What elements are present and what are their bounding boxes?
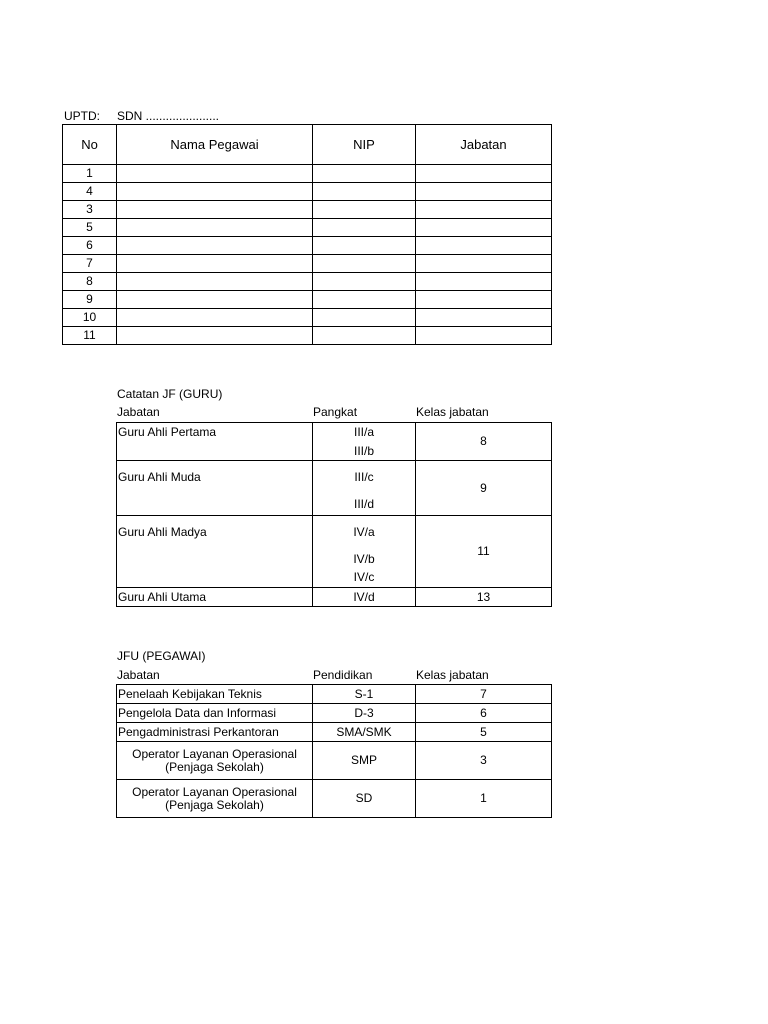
pangkat-value: IV/b [353,552,375,566]
employee-table-header [63,125,552,165]
pangkat-value: IV/a [353,525,375,539]
column-header-jabatan: Jabatan [416,125,552,165]
nama-cell [117,237,313,255]
jabatan-line: Operator Layanan Operasional [132,784,297,799]
jabatan-cell [416,201,552,219]
nama-cell [117,183,313,201]
pangkat-value: IV/d [353,589,375,604]
row-number: 5 [63,219,117,237]
jfu-jabatan-cell: Pengadministrasi Perkantoran [117,723,313,742]
jf-pangkat-cell [313,516,416,588]
jfu-jabatan-cell: Penelaah Kebijakan Teknis [117,685,313,704]
row-number: 3 [63,201,117,219]
jfu-jabatan-cell: Pengelola Data dan Informasi [117,704,313,723]
jfu-pendidikan-cell: SMP [313,742,416,780]
nama-cell [117,219,313,237]
pangkat-value: III/c [354,470,374,484]
jf-header-kelas: Kelas jabatan [416,405,489,419]
row-number: 7 [63,255,117,273]
jabatan-cell [416,183,552,201]
jfu-kelas-cell: 5 [416,723,552,742]
nip-cell [313,309,416,327]
table-row [117,723,552,742]
pangkat-value: III/b [353,444,374,458]
jfu-jabatan-cell [117,742,313,780]
jabatan-cell [416,309,552,327]
jfu-header-jabatan: Jabatan [117,668,160,682]
nama-cell [117,165,313,183]
table-row [63,309,552,327]
uptd-label: UPTD: [64,109,100,123]
jabatan-cell [416,219,552,237]
table-row [117,516,552,588]
jfu-pendidikan-cell: SMA/SMK [313,723,416,742]
employee-table [62,124,552,345]
pangkat-value: III/a [353,425,374,439]
jabatan-cell [416,291,552,309]
jf-jabatan-cell: Guru Ahli Muda [117,461,313,516]
table-row [117,423,552,461]
row-number: 1 [63,165,117,183]
table-row [117,780,552,818]
row-number: 8 [63,273,117,291]
jf-table [116,422,552,607]
nama-cell [117,291,313,309]
jabatan-cell [416,255,552,273]
nama-cell [117,327,313,345]
column-header-no: No [63,125,117,165]
sdn-label: SDN ...................... [117,109,220,123]
jf-kelas-cell: 9 [416,461,552,516]
pangkat-value: III/d [353,497,374,511]
table-row [117,461,552,516]
jfu-header-pendidikan: Pendidikan [313,668,373,682]
jabatan-line: Operator Layanan Operasional [132,746,297,761]
row-number: 10 [63,309,117,327]
row-number: 9 [63,291,117,309]
table-row [63,273,552,291]
table-row [63,237,552,255]
jfu-pendidikan-cell: D-3 [313,704,416,723]
jfu-pendidikan-cell: S-1 [313,685,416,704]
jabatan-cell [416,237,552,255]
nama-cell [117,201,313,219]
table-row [117,742,552,780]
row-number: 11 [63,327,117,345]
jfu-section-title: JFU (PEGAWAI) [117,649,206,663]
jfu-kelas-cell: 3 [416,742,552,780]
table-row [63,183,552,201]
table-row [117,588,552,607]
nip-cell [313,255,416,273]
table-row [63,201,552,219]
nip-cell [313,327,416,345]
jf-jabatan-cell: Guru Ahli Pertama [117,423,313,461]
column-header-nama-pegawai: Nama Pegawai [117,125,313,165]
jf-header-pangkat: Pangkat [313,405,358,419]
nama-cell [117,255,313,273]
row-number: 6 [63,237,117,255]
jfu-kelas-cell: 7 [416,685,552,704]
nip-cell [313,291,416,309]
jf-kelas-cell: 8 [416,423,552,461]
jfu-kelas-cell: 1 [416,780,552,818]
jf-kelas-cell: 13 [416,588,552,607]
jfu-jabatan-cell [117,780,313,818]
jabatan-line: (Penjaga Sekolah) [165,759,264,774]
jf-pangkat-cell [313,588,416,607]
jabatan-cell [416,327,552,345]
jf-pangkat-cell [313,461,416,516]
jf-jabatan-cell: Guru Ahli Madya [117,516,313,588]
nip-cell [313,165,416,183]
jfu-table [116,684,552,818]
jf-kelas-cell: 11 [416,516,552,588]
table-row [63,219,552,237]
jabatan-line: (Penjaga Sekolah) [165,797,264,812]
pangkat-value: IV/c [353,570,375,584]
jfu-kelas-cell: 6 [416,704,552,723]
jabatan-cell [416,165,552,183]
jfu-header-kelas: Kelas jabatan [416,668,489,682]
nip-cell [313,201,416,219]
column-header-nip: NIP [313,125,416,165]
table-row [63,165,552,183]
table-row [117,704,552,723]
table-row [117,685,552,704]
jfu-pendidikan-cell: SD [313,780,416,818]
jf-section-title: Catatan JF (GURU) [117,387,223,401]
nama-cell [117,309,313,327]
nip-cell [313,237,416,255]
row-number: 4 [63,183,117,201]
jabatan-cell [416,273,552,291]
nama-cell [117,273,313,291]
jf-jabatan-cell: Guru Ahli Utama [117,588,313,607]
nip-cell [313,183,416,201]
jf-pangkat-cell [313,423,416,461]
table-row [63,255,552,273]
table-row [63,291,552,309]
nip-cell [313,273,416,291]
jf-header-jabatan: Jabatan [117,405,160,419]
table-row [63,327,552,345]
nip-cell [313,219,416,237]
